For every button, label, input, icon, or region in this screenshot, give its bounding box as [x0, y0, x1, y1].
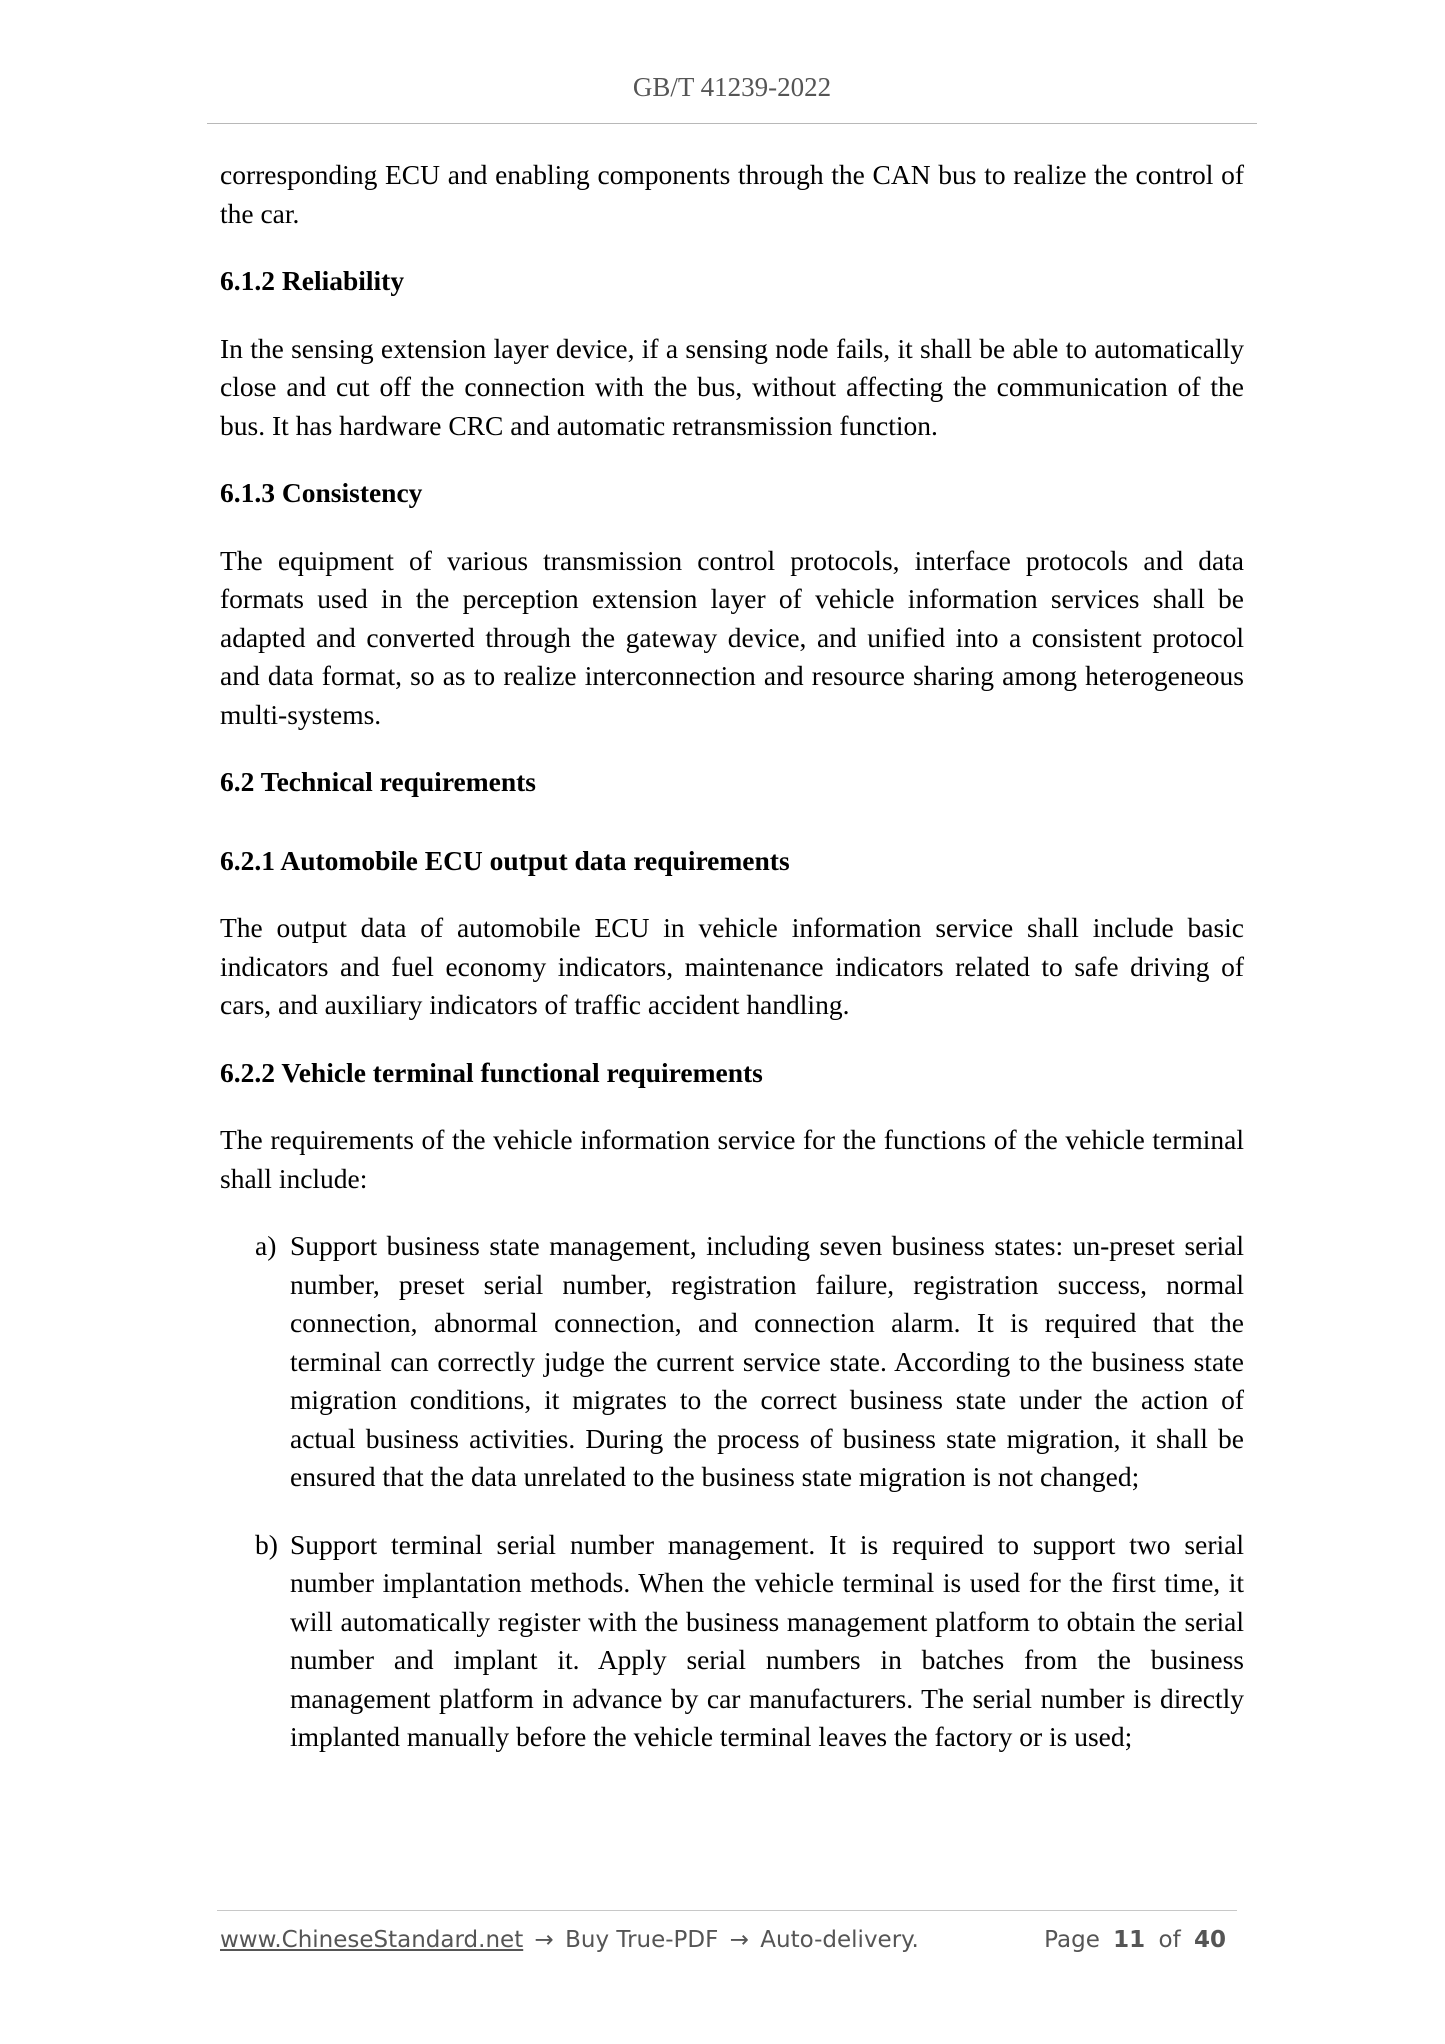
document-body — [220, 156, 1244, 1786]
buy-true-pdf-text: Buy True-PDF — [565, 1927, 719, 1953]
list-item-text: Support terminal serial number management. It is required to support two serial number implantation methods. When the vehicle terminal is used for the first time, it will automatically register with the business management platform to obtain the serial number and implant it. Apply serial numbers in batches from the business management platform in advance by car manufacturers. The serial number is directly implanted manually before the vehicle terminal leaves the factory or is used; — [290, 1528, 1244, 1752]
ecu-output-paragraph: The output data of automobile ECU in vehicle information service shall include basic indicators and fuel economy indicators, maintenance indicators related to safe driving of cars, and auxiliary indicators of traffic accident handling. — [220, 912, 1244, 1020]
page-label: Page — [1044, 1927, 1100, 1953]
total-pages-number: 40 — [1193, 1927, 1226, 1953]
auto-delivery-text: Auto-delivery. — [760, 1927, 919, 1953]
arrow-right-icon: → — [729, 1927, 749, 1953]
arrow-right-icon: → — [534, 1927, 554, 1953]
list-item-serial-number — [255, 1526, 1244, 1757]
footer-divider — [217, 1910, 1237, 1911]
of-label: of — [1158, 1927, 1181, 1953]
consistency-paragraph: The equipment of various transmission control protocols, interface protocols and data formats used in the perception extension layer of vehicle information services shall be adapted and converted through the gateway device, and unified into a consistent protocol and data format, so as to realize interconnection and resource sharing among heterogeneous multi-systems. — [220, 544, 1244, 730]
list-item-business-state — [255, 1227, 1244, 1497]
list-marker: a) — [255, 1230, 277, 1261]
page-indicator — [1044, 1927, 1232, 1953]
current-page-number: 11 — [1113, 1927, 1146, 1953]
header-divider — [207, 123, 1257, 124]
intro-paragraph: corresponding ECU and enabling components through the CAN bus to realize the control of the car. — [220, 159, 1244, 229]
website-link[interactable]: www.ChineseStandard.net — [220, 1927, 524, 1953]
list-marker: b) — [255, 1528, 278, 1560]
heading-technical-requirements: 6.2 Technical requirements — [220, 766, 537, 797]
footer-promo — [220, 1927, 919, 1953]
heading-vehicle-terminal-functions: 6.2.2 Vehicle terminal functional requirements — [220, 1056, 763, 1088]
document-header — [207, 72, 1257, 103]
vehicle-terminal-paragraph: The requirements of the vehicle information service for the functions of the vehicle terminal shall include: — [220, 1124, 1244, 1194]
heading-reliability: 6.1.2 Reliability — [220, 265, 405, 296]
heading-ecu-output-data: 6.2.1 Automobile ECU output data requirements — [220, 844, 790, 876]
reliability-paragraph: In the sensing extension layer device, if a sensing node fails, it shall be able to automatically close and cut off the connection with the bus, without affecting the communication of the bus. It has hardware CRC and automatic retransmission function. — [220, 332, 1244, 441]
standard-code: GB/T 41239-2022 — [632, 72, 832, 102]
page-footer — [220, 1927, 1232, 1963]
list-item-text: Support business state management, including seven business states: un-preset serial number, preset serial number, registration failure, registration success, normal connection, abnormal connection, and connection alarm. It is required that the terminal can correctly judge the current service state. According to the business state migration conditions, it migrates to the correct business state under the action of actual business activities. During the process of business state migration, it shall be ensured that the data unrelated to the business state migration is not changed; — [290, 1230, 1244, 1492]
heading-consistency: 6.1.3 Consistency — [220, 477, 423, 508]
